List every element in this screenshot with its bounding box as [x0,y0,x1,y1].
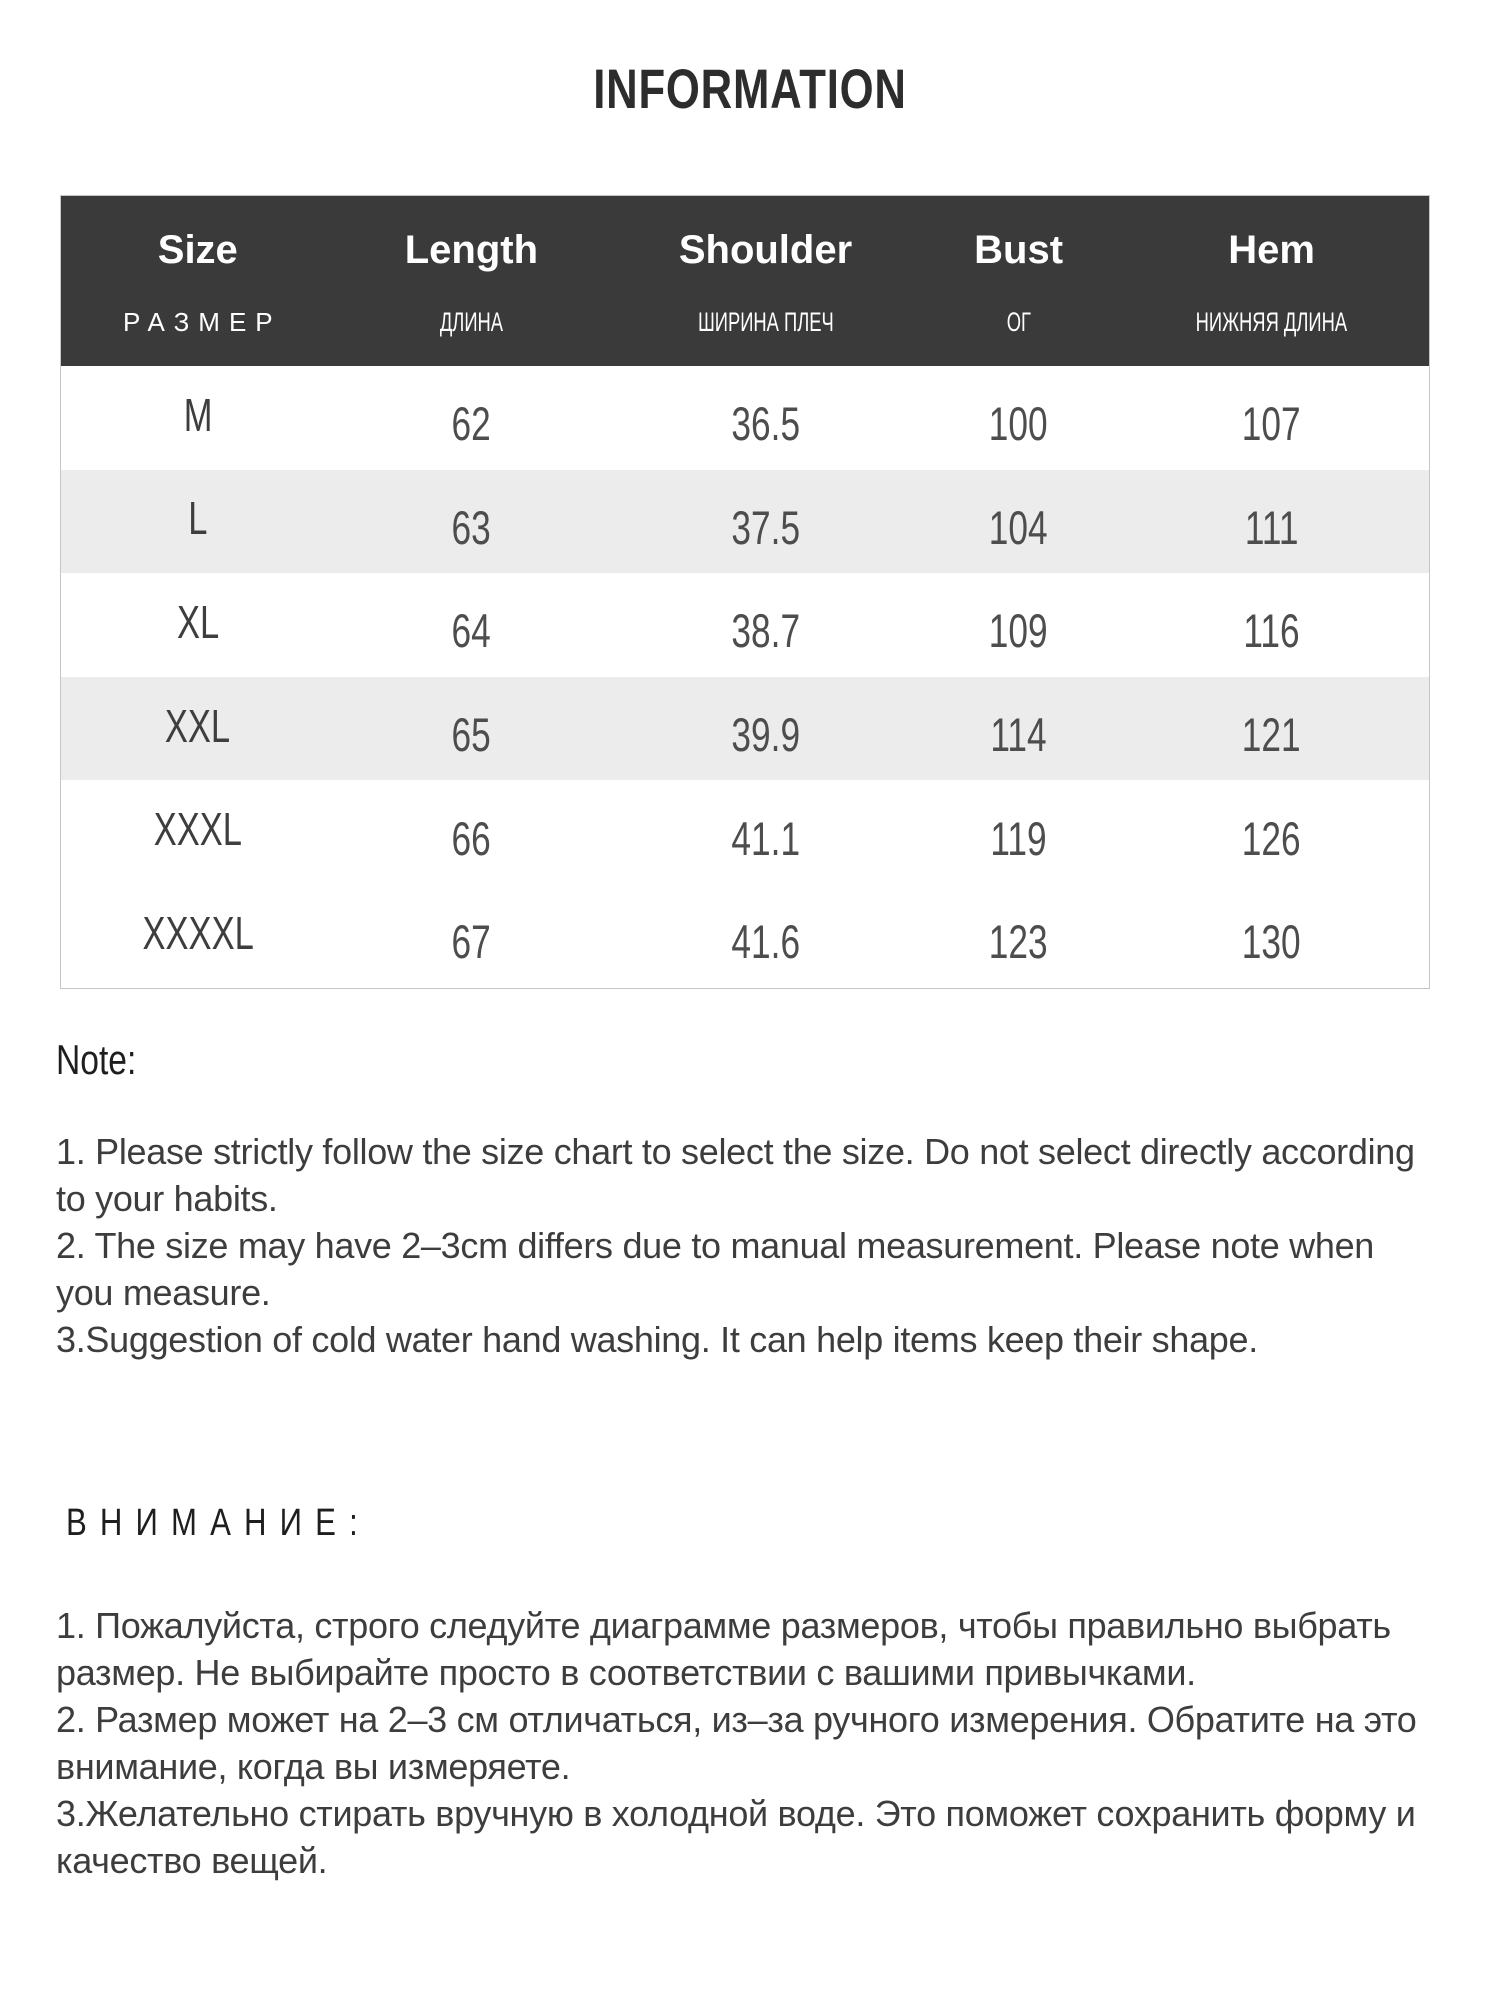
note-en-item-2: 2. The size may have 2–3cm differs due to manual measurement. Please note when you measure. [56,1225,1375,1313]
note-heading-ru [66,1502,438,1545]
shoulder-value: 41.1 [731,811,800,865]
hem-value: 121 [1242,708,1302,762]
table-row-xxxl [61,780,1429,884]
bust-value: 100 [989,397,1048,451]
note-en-item-1: 1. Please strictly follow the size chart to select the size. Do not select directly according to your habits. [56,1131,1415,1219]
size-value: XXXL [153,803,242,856]
size-value: XXL [165,699,231,752]
table-row-l [61,470,1429,574]
bust-value: 119 [990,811,1047,865]
column-header-bust-ru: ОГ [1006,307,1031,337]
column-header-size-en: Size [157,228,238,272]
hem-value: 116 [1243,604,1300,658]
page-title-text: INFORMATION [593,57,907,120]
length-value: 64 [451,604,491,658]
length-value: 66 [451,811,491,865]
table-row-m [61,366,1429,470]
column-header-shoulder-en: Shoulder [678,228,853,272]
table-row-xl [61,573,1429,677]
size-value: XXXXL [142,906,254,959]
bust-value: 114 [990,708,1047,762]
column-header-size-ru: РАЗМЕР [122,307,282,337]
column-header-length [335,196,609,366]
hem-value: 126 [1242,811,1302,865]
column-header-hem [1114,196,1429,366]
length-value: 67 [451,915,491,969]
note-section-en [56,1036,1428,1363]
hem-value: 130 [1242,915,1302,969]
shoulder-value: 36.5 [731,397,800,451]
note-ru-item-2: 2. Размер может на 2–3 см отличаться, из–за ручного измерения. Обратите на это внимание, когда вы измеряете. [56,1699,1417,1787]
column-header-length-ru: ДЛИНА [439,307,503,337]
note-en-item-3: 3.Suggestion of cold water hand washing. It can help items keep their shape. [56,1319,1258,1360]
column-header-shoulder [608,196,923,366]
page-title [0,56,1500,121]
bust-value: 104 [989,500,1048,554]
note-heading-ru-text: ВНИМАНИЕ: [66,1502,371,1544]
note-ru-item-3: 3.Желательно стирать вручную в холодной воде. Это поможет сохранить форму и качество вещей. [56,1793,1416,1881]
table-row-xxl [61,677,1429,781]
note-ru-item-1: 1. Пожалуйста, строго следуйте диаграмме размеров, чтобы правильно выбрать размер. Не выбирайте просто в соответствии с вашими привычками. [56,1605,1391,1693]
table-body [61,366,1429,988]
hem-value: 107 [1242,397,1302,451]
column-header-length-en: Length [404,228,539,272]
column-header-bust-en: Bust [974,228,1064,272]
length-value: 65 [451,708,491,762]
note-heading-en-text: Note: [56,1036,137,1083]
size-value: L [188,492,208,545]
size-value: XL [176,595,219,648]
size-chart-table [60,195,1430,989]
column-header-bust [923,196,1115,366]
shoulder-value: 37.5 [731,500,800,554]
shoulder-value: 41.6 [731,915,800,969]
hem-value: 111 [1244,500,1299,554]
shoulder-value: 38.7 [731,604,800,658]
column-header-hem-en: Hem [1228,228,1315,272]
table-header-row [61,196,1429,366]
table-row-xxxxl [61,884,1429,988]
size-value: M [183,388,213,441]
note-section-ru [56,1602,1428,1884]
column-header-hem-ru: НИЖНЯЯ ДЛИНА [1195,307,1348,337]
bust-value: 109 [989,604,1048,658]
bust-value: 123 [989,915,1048,969]
column-header-size [61,196,335,366]
note-heading-en [56,1036,1428,1084]
length-value: 63 [451,500,491,554]
column-header-shoulder-ru: ШИРИНА ПЛЕЧ [697,307,834,337]
shoulder-value: 39.9 [731,708,800,762]
length-value: 62 [451,397,491,451]
